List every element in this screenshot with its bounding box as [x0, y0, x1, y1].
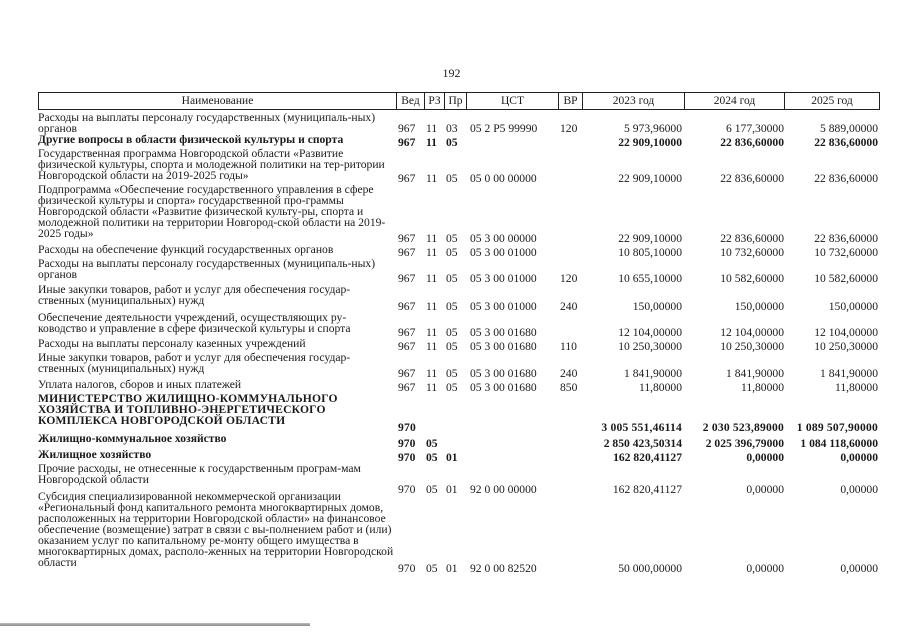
row-2025: 10 250,30000: [814, 340, 878, 353]
row-2025: 1 841,90000: [820, 367, 878, 380]
row-2024: 6 177,30000: [726, 122, 784, 135]
row-2025: 22 836,60000: [814, 172, 878, 185]
row-pr: 01: [446, 483, 458, 496]
row-2024: 22 836,60000: [720, 172, 784, 185]
table-header: [38, 92, 880, 110]
row-rz: 11: [426, 136, 437, 149]
row-vr: 110: [560, 340, 577, 353]
row-name: Расходы на выплаты персоналу государственных (муниципаль-ных) органов: [38, 257, 376, 281]
row-pr: 05: [446, 136, 458, 149]
row-cst: 05 3 00 00000: [470, 232, 537, 245]
row-2023: 10 250,30000: [618, 340, 682, 353]
header-2024: 2024 год: [685, 93, 785, 109]
row-ved: 967: [398, 326, 416, 339]
row-rz: 05: [426, 562, 438, 575]
budget-table: [38, 112, 880, 574]
row-name: Расходы на выплаты персоналу государственных (муниципаль-ных) органов: [38, 111, 376, 135]
row-rz: 05: [426, 451, 438, 464]
row-2023: 12 104,00000: [618, 326, 682, 339]
header-2023: 2023 год: [583, 93, 685, 109]
row-2023: 5 973,96000: [624, 122, 682, 135]
row-2023: 22 909,10000: [618, 172, 682, 185]
row-rz: 11: [426, 246, 438, 259]
row-rz: 11: [426, 272, 438, 285]
row-2024: 1 841,90000: [726, 367, 784, 380]
row-rz: 05: [426, 437, 438, 450]
row-name: Уплата налогов, сборов и иных платежей: [38, 378, 242, 391]
row-cst: 05 3 00 01680: [470, 326, 537, 339]
row-2023: 162 820,41127: [612, 483, 682, 496]
row-vr: 120: [560, 122, 578, 135]
row-2023: 162 820,41127: [613, 451, 682, 464]
row-rz: 11: [426, 300, 438, 313]
row-pr: 05: [446, 232, 458, 245]
row-name: Жилищно-коммунальное хозяйство: [38, 432, 227, 445]
row-2025: 11,80000: [834, 381, 878, 394]
header-name: Наименование: [39, 93, 397, 109]
row-cst: 05 3 00 01680: [470, 340, 537, 353]
row-ved: 967: [398, 136, 416, 149]
row-2024: 22 836,60000: [720, 232, 784, 245]
row-name: Субсидия специализированной некоммерческой организации «Региональный фонд капитального ремонта многоквартирных домов, расположенных на территории Новгородской области» на финансовое обеспечение (возмещение) затрат в связи с вы-полнением работ и (или) оказанием услуг по капитальному ре-монту общего имущества в многоквартирных домах, располо-женных на территории Новгородской области: [38, 490, 394, 569]
row-pr: 05: [446, 300, 458, 313]
row-2023: 11,80000: [638, 381, 682, 394]
row-ved: 967: [398, 272, 416, 285]
row-2024: 0,00000: [746, 562, 784, 575]
table-row: [38, 393, 880, 433]
row-name: Жилищное хозяйство: [38, 448, 152, 461]
row-cst: 05 0 00 00000: [470, 172, 537, 185]
row-ved: 970: [398, 451, 416, 464]
row-2025: 22 836,60000: [814, 232, 878, 245]
row-2024: 2 030 523,89000: [702, 421, 784, 434]
row-pr: 05: [446, 172, 458, 185]
row-2025: 5 889,00000: [820, 122, 878, 135]
row-rz: 11: [426, 367, 438, 380]
row-ved: 967: [398, 246, 416, 259]
row-2024: 10 732,60000: [720, 246, 784, 259]
row-cst: 92 0 00 00000: [470, 483, 537, 496]
row-2024: 10 582,60000: [720, 272, 784, 285]
header-rz: РЗ: [425, 93, 445, 109]
row-pr: 05: [446, 367, 458, 380]
row-pr: 05: [446, 246, 458, 259]
row-2024: 2 025 396,79000: [705, 437, 784, 450]
row-2023: 10 805,10000: [618, 246, 682, 259]
row-rz: 11: [426, 326, 438, 339]
row-2025: 0,00000: [840, 483, 878, 496]
row-2023: 3 005 551,46114: [601, 421, 682, 434]
row-pr: 05: [446, 326, 458, 339]
table-row: [38, 112, 880, 134]
row-2023: 2 850 423,50314: [603, 437, 682, 450]
table-row: [38, 134, 880, 148]
row-ved: 967: [398, 232, 416, 245]
row-rz: 11: [426, 232, 438, 245]
row-rz: 11: [426, 122, 438, 135]
row-2025: 10 582,60000: [814, 272, 878, 285]
row-2024: 12 104,00000: [720, 326, 784, 339]
table-row: [38, 284, 880, 312]
row-name: Государственная программа Новгородской области «Развитие физической культуры, спорта и молодежной политики на тер-ритории Новгородской области на 2019-2025 годы»: [38, 147, 385, 182]
row-name: Иные закупки товаров, работ и услуг для обеспечения государ-ственных (муниципальных) нужд: [38, 351, 351, 375]
row-name: Прочие расходы, не отнесенные к государственным програм-мам Новгородской области: [38, 462, 361, 486]
row-ved: 970: [398, 437, 416, 450]
row-2024: 22 836,60000: [720, 136, 784, 149]
row-ved: 967: [398, 172, 416, 185]
table-row: [38, 379, 880, 393]
table-row: [38, 258, 880, 284]
row-cst: 05 2 Р5 99990: [470, 122, 538, 135]
table-row: [38, 148, 880, 184]
table-row: [38, 433, 880, 449]
row-vr: 240: [560, 367, 578, 380]
row-2023: 10 655,10000: [618, 272, 682, 285]
row-pr: 05: [446, 272, 458, 285]
row-vr: 120: [560, 272, 578, 285]
row-cst: 05 3 00 01000: [470, 246, 537, 259]
row-vr: 850: [560, 381, 578, 394]
row-name: Другие вопросы в области физической культуры и спорта: [38, 133, 344, 146]
table-row: [38, 184, 880, 244]
row-2023: 22 909,10000: [618, 232, 682, 245]
header-vr: ВР: [559, 93, 583, 109]
row-2024: 0,00000: [746, 483, 784, 496]
row-2025: 150,00000: [828, 300, 878, 313]
table-row: [38, 449, 880, 463]
header-2025: 2025 год: [811, 95, 853, 107]
row-2025: 0,00000: [840, 562, 878, 575]
row-2025: 0,00000: [840, 451, 878, 464]
row-ved: 967: [398, 381, 416, 394]
row-2023: 22 909,10000: [618, 136, 682, 149]
table-row: [38, 338, 880, 352]
row-rz: 11: [426, 172, 438, 185]
row-vr: 240: [560, 300, 578, 313]
row-cst: 05 3 00 01000: [470, 300, 537, 313]
row-cst: 92 0 00 82520: [470, 562, 537, 575]
row-2025: 12 104,00000: [814, 326, 878, 339]
row-2025: 1 089 507,90000: [796, 421, 878, 434]
row-pr: 03: [446, 122, 458, 135]
row-pr: 01: [446, 562, 458, 575]
header-cst: ЦСТ: [467, 93, 559, 109]
row-ved: 970: [398, 483, 416, 496]
row-ved: 967: [398, 340, 416, 353]
row-2024: 150,00000: [734, 300, 784, 313]
row-name: Подпрограмма «Обеспечение государственного управления в сфере физической культуры и спорта» государственной про-граммы Новгородской области «Развитие физической культу-ры, спорта и молодежной политики на территории Новгород-ской области на 2019-2025 годы»: [38, 183, 386, 240]
page-edge-shadow: [0, 623, 310, 626]
row-ved: 967: [398, 367, 416, 380]
table-row: [38, 491, 880, 574]
row-rz: 05: [426, 483, 438, 496]
row-pr: 05: [446, 381, 458, 394]
row-2024: 11,80000: [740, 381, 784, 394]
row-name: МИНИСТЕРСТВО ЖИЛИЩНО-КОММУНАЛЬНОГО ХОЗЯЙСТВА И ТОПЛИВНО-ЭНЕРГЕТИЧЕСКОГО КОМПЛЕКСА НОВГОРОДСКОЙ ОБЛАСТИ: [38, 392, 338, 427]
row-name: Обеспечение деятельности учреждений, осуществляющих ру-ководство и управление в сфере физической культуры и спорта: [38, 311, 351, 335]
row-ved: 970: [398, 562, 416, 575]
table-row: [38, 244, 880, 258]
row-cst: 05 3 00 01000: [470, 272, 537, 285]
table-row: [38, 352, 880, 379]
row-ved: 970: [398, 421, 416, 434]
row-2023: 1 841,90000: [624, 367, 682, 380]
row-name: Расходы на выплаты персоналу казенных учреждений: [38, 337, 306, 350]
row-2025: 10 732,60000: [814, 246, 878, 259]
header-pr: Пр: [445, 93, 467, 109]
row-2023: 150,00000: [632, 300, 682, 313]
row-pr: 01: [446, 451, 458, 464]
header-ved: Вед: [397, 93, 425, 109]
table-row: [38, 462, 880, 496]
row-pr: 05: [446, 340, 458, 353]
row-ved: 967: [398, 122, 416, 135]
row-name: Иные закупки товаров, работ и услуг для обеспечения государ-ственных (муниципальных) нужд: [38, 283, 351, 307]
row-cst: 05 3 00 01680: [470, 381, 537, 394]
row-2023: 50 000,00000: [618, 562, 682, 575]
table-row: [38, 312, 880, 338]
row-cst: 05 3 00 01680: [470, 367, 537, 380]
row-2024: 0,00000: [746, 451, 784, 464]
row-2025: 22 836,60000: [814, 136, 878, 149]
row-name: Расходы на обеспечение функций государственных органов: [38, 243, 334, 256]
row-2024: 10 250,30000: [720, 340, 784, 353]
page-number: 192: [442, 66, 461, 80]
row-2025: 1 084 118,60000: [800, 437, 878, 450]
row-ved: 967: [398, 300, 416, 313]
row-rz: 11: [426, 381, 438, 394]
row-rz: 11: [426, 340, 438, 353]
